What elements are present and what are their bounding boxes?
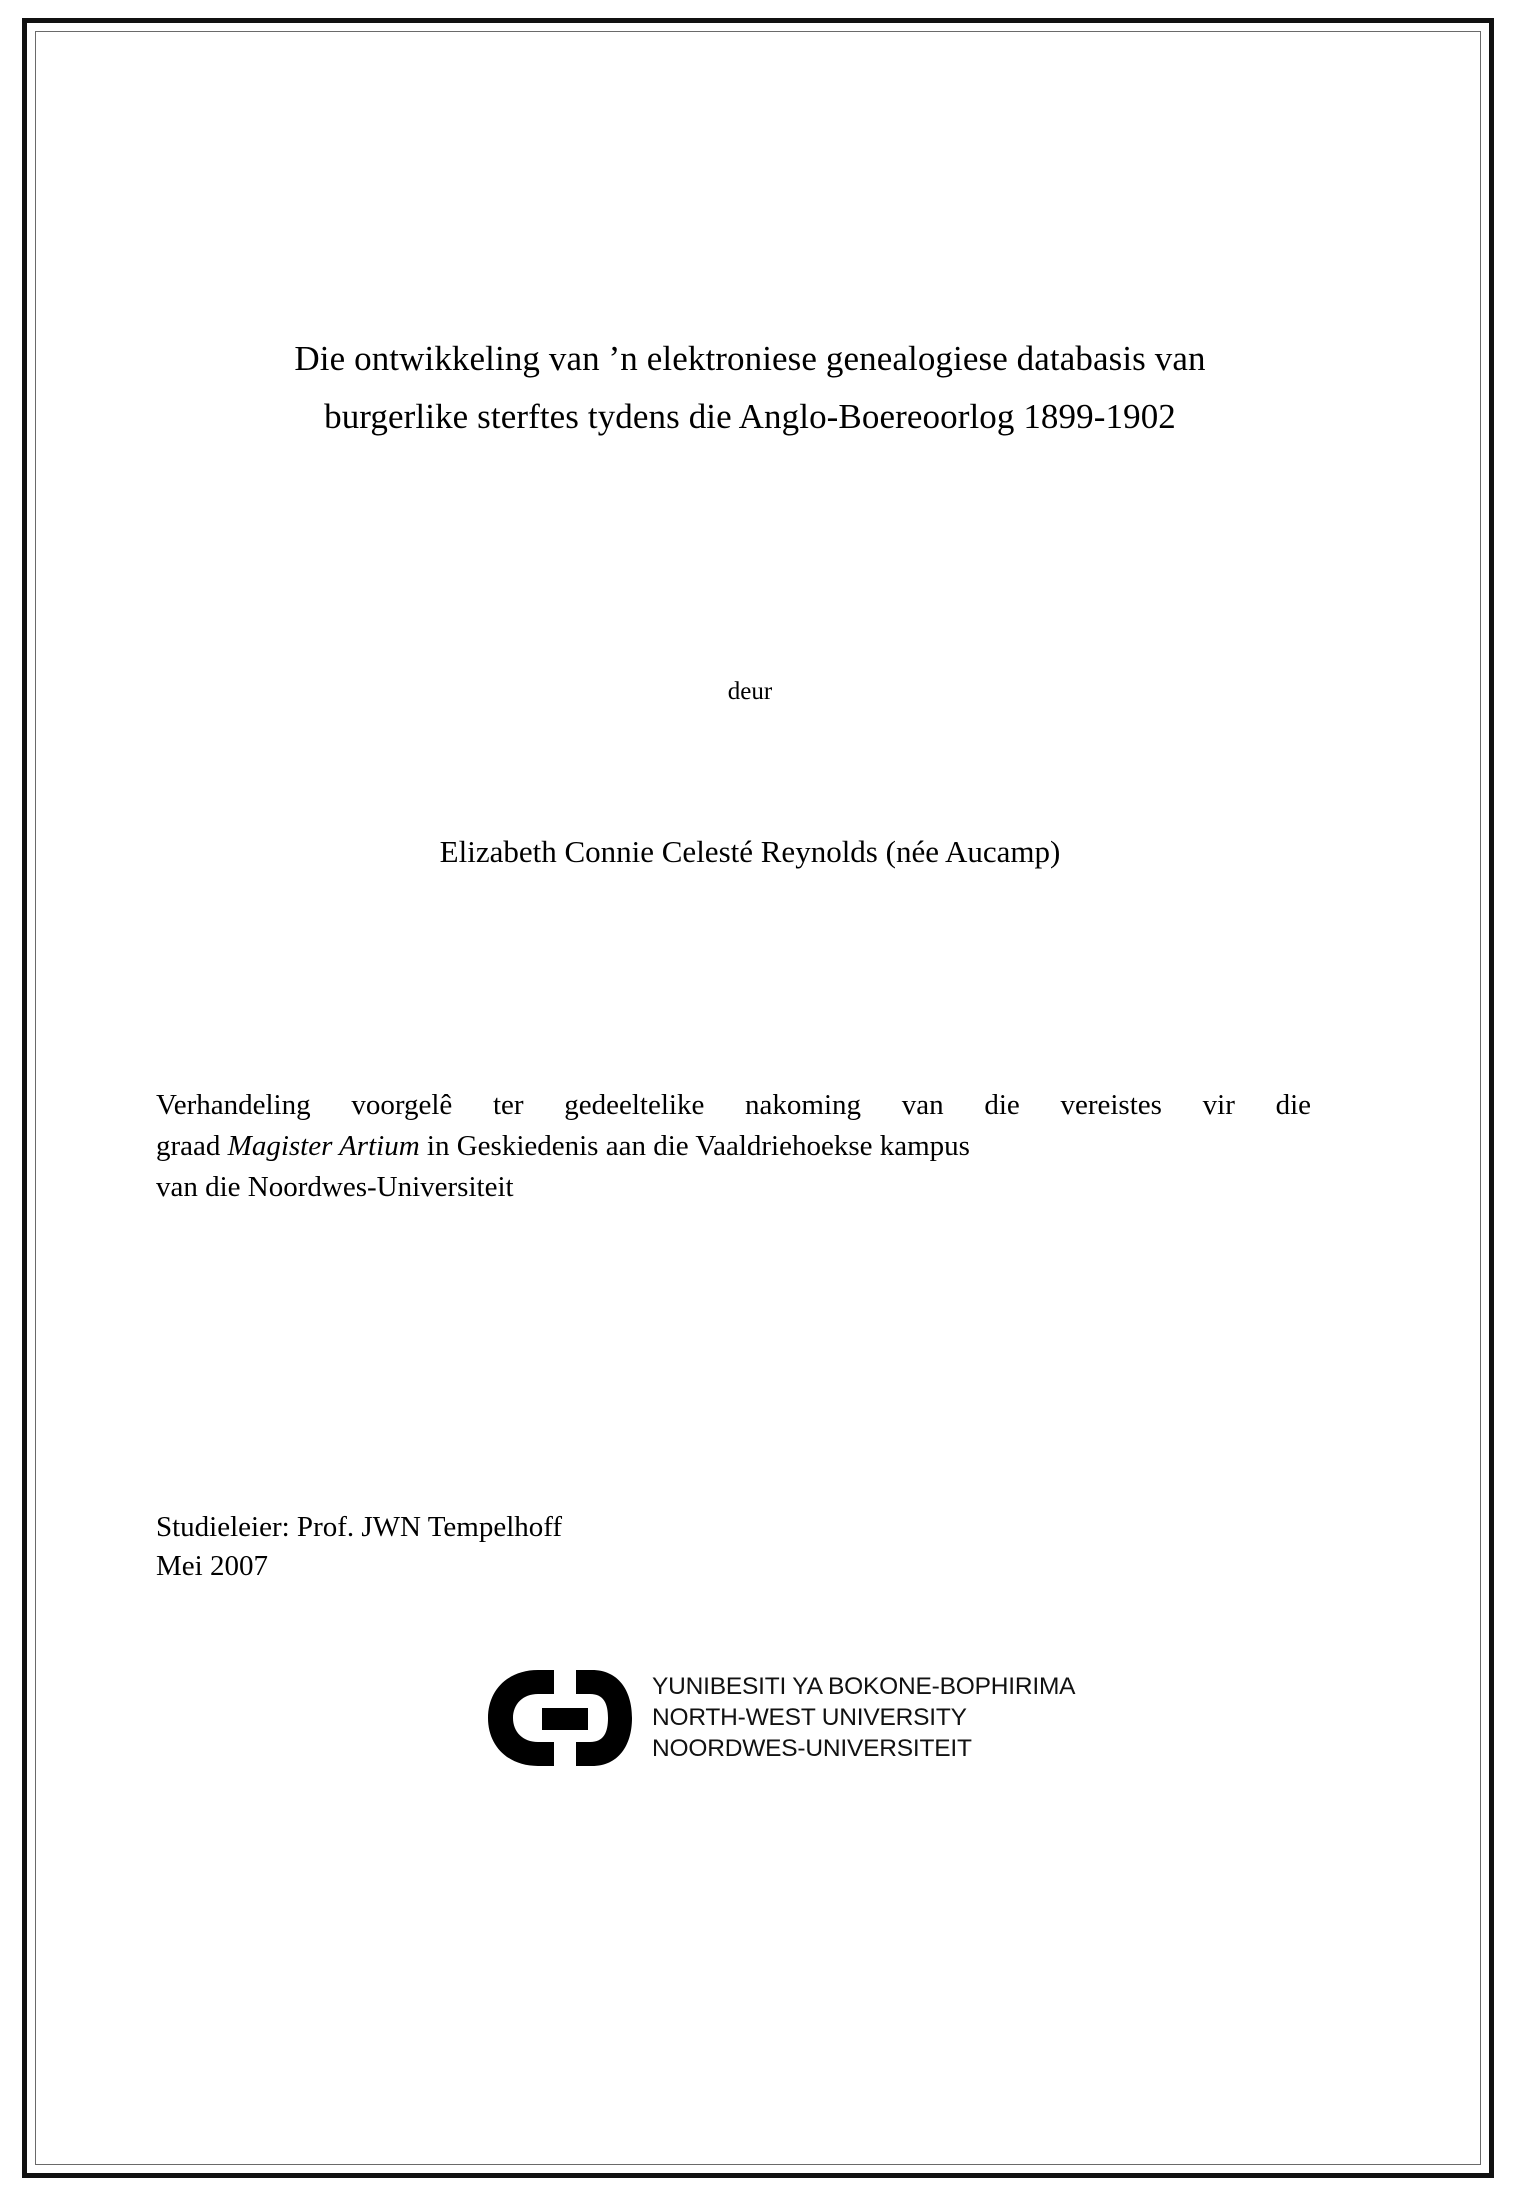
author-name: Elizabeth Connie Celesté Reynolds (née Aucamp) — [439, 833, 1061, 869]
declaration-line-2-pre: graad — [156, 1129, 228, 1162]
logo-line-afrikaans: NOORDWES-UNIVERSITEIT — [652, 1734, 972, 1762]
declaration-line-2 — [156, 1126, 1311, 1167]
supervisor-and-date — [156, 1508, 1350, 1586]
declaration-line-2-post: in Geskiedenis aan die Vaaldriehoekse kampus — [419, 1129, 970, 1162]
title-line-1: Die ontwikkeling van ’n elektroniese genealogiese databasis van — [294, 339, 1206, 378]
north-west-university-logo-icon — [480, 1664, 640, 1772]
degree-declaration — [156, 1085, 1311, 1209]
page-title — [150, 330, 1350, 446]
supervisor-line: Studieleier: Prof. JWN Tempelhoff — [156, 1511, 563, 1544]
logo-line-english: NORTH-WEST UNIVERSITY — [652, 1703, 967, 1731]
declaration-line-1: Verhandeling voorgelê ter gedeeltelike nakoming van die vereistes vir die — [156, 1088, 1311, 1121]
by-label: deur — [727, 677, 773, 705]
university-logo-text — [652, 1672, 1075, 1765]
page-bottom-spacer — [150, 1772, 1350, 1892]
title-line-2: burgerlike sterftes tydens die Anglo-Boereoorlog 1899-1902 — [324, 396, 1176, 436]
university-logo — [480, 1664, 1350, 1772]
degree-name: Magister Artium — [227, 1129, 420, 1162]
declaration-line-3: van die Noordwes-Universiteit — [156, 1170, 514, 1203]
title-page-content — [150, 330, 1350, 1892]
logo-line-setswana: YUNIBESITI YA BOKONE-BOPHIRIMA — [652, 1673, 1076, 1700]
date-line: Mei 2007 — [156, 1550, 268, 1583]
